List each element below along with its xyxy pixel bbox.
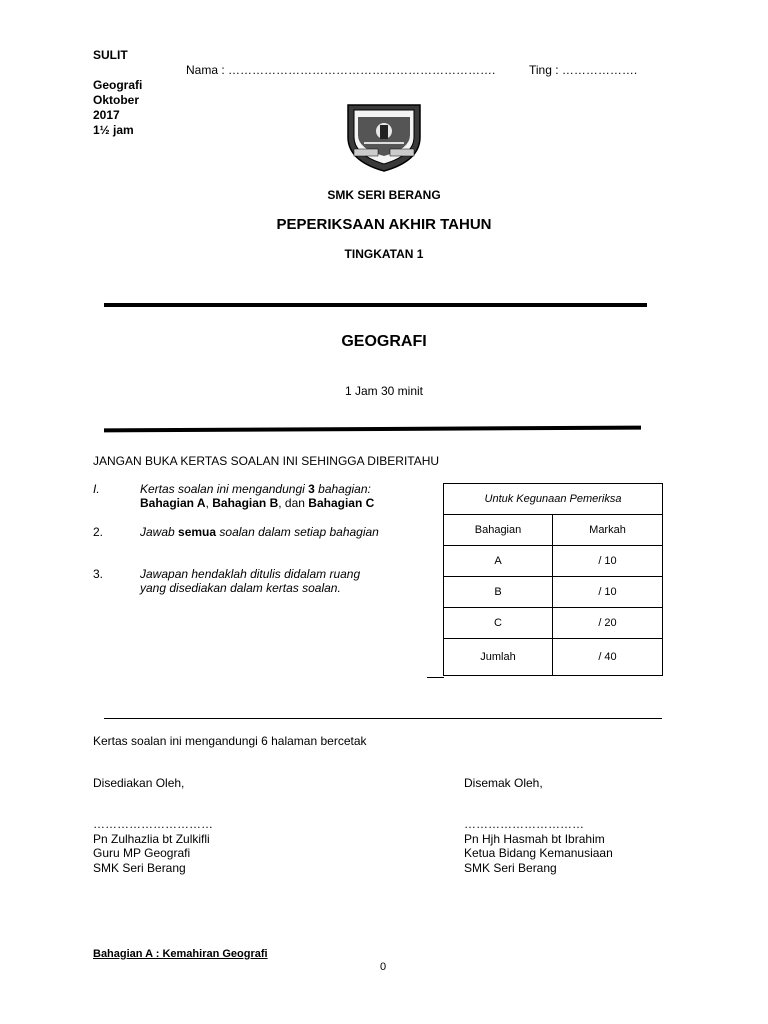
school-name: SMK SERI BERANG [327,188,441,202]
table-cell: C [444,608,553,639]
pages-note: Kertas soalan ini mengandungi 6 halaman bercetak [93,734,367,748]
instruction-1-count: 3 [308,482,315,496]
checked-name: Pn Hjh Hasmah bt Ibrahim [464,831,605,846]
subject-title: GEOGRAFI [341,333,427,350]
checked-role: Ketua Bidang Kemanusiaan [464,846,613,860]
instruction-3-number: 3. [93,567,104,581]
prepared-school: SMK Seri Berang [93,860,186,875]
table-row [444,639,663,676]
prepared-role: Guru MP Geografi [93,846,191,860]
table-cell: / 20 [553,608,663,639]
instruction-2 [140,525,379,539]
sep-2: , dan [278,496,309,510]
sep-1: , [205,496,213,510]
table-row [444,608,663,639]
divider-bottom [104,718,662,719]
ting-field[interactable]: Ting : ………………. [529,63,638,77]
table-cell: / 10 [553,577,663,608]
table-cell: B [444,577,553,608]
instruction-1-number: I. [93,482,100,496]
instruction-1-text-b: bahagian: [314,482,371,496]
instruction-2-number: 2. [93,525,104,539]
marks-table [443,483,663,676]
table-base-tick [427,677,444,678]
instruction-1 [140,482,374,510]
warning-text: JANGAN BUKA KERTAS SOALAN INI SEHINGGA DIBERITAHU [93,454,440,468]
checked-dots: ………………………… [464,817,584,831]
marks-header-section: Bahagian [444,515,553,546]
table-cell: / 10 [553,546,663,577]
section-a-label: Bahagian A [140,496,206,510]
instruction-1-text-a: Kertas soalan ini mengandungi [140,482,309,496]
instruction-2-text-b: soalan dalam setiap bahagian [216,525,379,539]
instruction-2-emph: semua [178,525,217,539]
school-crest-icon [344,97,424,173]
marks-table-title: Untuk Kegunaan Pemeriksa [444,484,663,515]
section-c-label: Bahagian C [308,496,375,510]
instruction-3 [140,567,360,595]
sulit-label: SULIT [93,48,128,62]
exam-title: PEPERIKSAAN AKHIR TAHUN [276,216,492,233]
checked-label: Disemak Oleh, [464,776,543,790]
table-cell: A [444,546,553,577]
year-label: 2017 [93,108,120,122]
table-row [444,577,663,608]
subject-label: Geografi [93,78,143,92]
page-number: 0 [380,961,387,973]
duration-text: 1 Jam 30 minit [344,384,424,398]
table-row [444,546,663,577]
prepared-name: Pn Zulhazlia bt Zulkifli [93,831,210,846]
header-left-block [93,48,142,138]
table-cell: / 40 [553,639,663,676]
prepared-dots: ………………………… [93,817,213,831]
checked-school: SMK Seri Berang [464,860,557,875]
month-label: Oktober [93,93,140,107]
table-cell: Jumlah [444,639,553,676]
header-spacer [93,63,142,78]
time-label: 1½ jam [93,123,134,137]
section-b-label: Bahagian B [212,496,279,510]
nama-field[interactable]: Nama : …………………………………………………………. [186,63,496,77]
checked-block [464,817,613,875]
instruction-3-line2: yang disediakan dalam kertas soalan. [140,581,341,595]
form-level: TINGKATAN 1 [344,247,424,261]
instruction-3-line1: Jawapan hendaklah ditulis didalam ruang [140,567,361,581]
prepared-label: Disediakan Oleh, [93,776,185,790]
divider-top [104,303,647,307]
divider-middle [104,426,641,433]
prepared-block [93,817,213,875]
section-a-heading: Bahagian A : Kemahiran Geografi [93,948,268,960]
instruction-2-text-a: Jawab [140,525,179,539]
marks-header-score: Markah [553,515,663,546]
